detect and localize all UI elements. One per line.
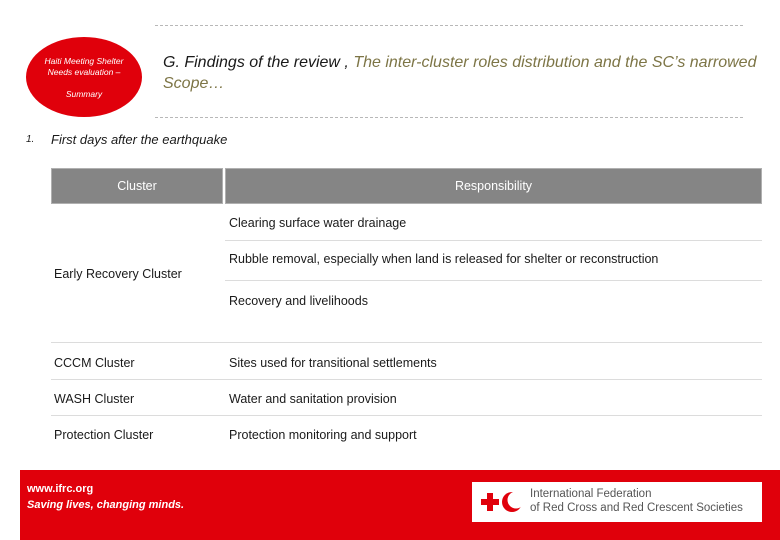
summary-badge [26, 37, 142, 117]
section-heading: First days after the earthquake [51, 132, 228, 147]
ifrc-logo [472, 482, 762, 522]
footer-slogan: Saving lives, changing minds. [27, 499, 185, 511]
title-dashed-divider [155, 117, 743, 118]
cluster-wash: WASH Cluster [54, 392, 135, 406]
responsibility-cccm: Sites used for transitional settlements [229, 356, 437, 370]
badge-title-line1: Haiti Meeting Shelter [44, 56, 124, 66]
page-title-rest: The inter-cluster roles distribution and the SC’s narrowed Scope… [163, 54, 757, 92]
cluster-protection: Protection Cluster [54, 428, 154, 442]
row-divider [51, 415, 762, 416]
responsibility-drainage: Clearing surface water drainage [229, 216, 407, 230]
responsibility-protection: Protection monitoring and support [229, 428, 417, 442]
footer-bar [20, 470, 780, 540]
ifrc-name-line2: of Red Cross and Red Crescent Societies [530, 502, 743, 514]
responsibility-recovery: Recovery and livelihoods [229, 294, 368, 308]
ifrc-name [530, 487, 743, 515]
responsibility-rubble: Rubble removal, especially when land is released for shelter or reconstruction [229, 252, 659, 266]
top-dashed-divider [155, 25, 743, 26]
row-divider [51, 342, 762, 343]
page-title [163, 52, 768, 94]
row-divider [225, 280, 762, 281]
col-header-responsibility: Responsibility [225, 168, 762, 204]
col-header-cluster: Cluster [51, 168, 223, 204]
page-title-lead: G. Findings of the review , [163, 54, 354, 71]
badge-subtitle: Summary [65, 89, 103, 99]
ifrc-name-line1: International Federation [530, 488, 652, 500]
badge-title-line2: Needs evaluation – [47, 67, 121, 77]
row-divider [225, 240, 762, 241]
section-number: 1. [26, 134, 35, 145]
row-divider [51, 379, 762, 380]
cluster-early-recovery: Early Recovery Cluster [54, 267, 182, 281]
cluster-cccm: CCCM Cluster [54, 356, 135, 370]
red-cross-crescent-icon [478, 488, 526, 516]
footer-url[interactable]: www.ifrc.org [27, 483, 94, 495]
responsibility-wash: Water and sanitation provision [229, 392, 397, 406]
